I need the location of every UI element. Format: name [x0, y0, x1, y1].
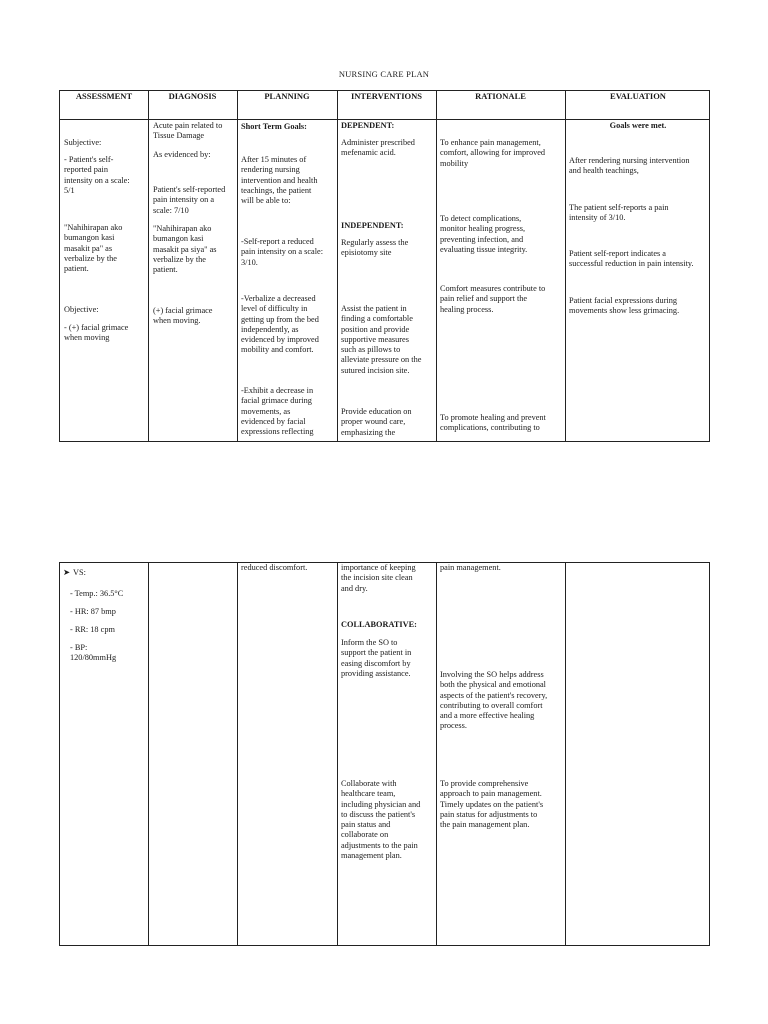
planning-goal-grimace: -Exhibit a decrease in facial grimace during movements, as evidenced by facial expressions reflecting [241, 386, 314, 437]
interventions-wound-education: Provide education on proper wound care, emphasizing the [341, 407, 412, 437]
planning-goal-pain-scale: -Self-report a reduced pain intensity on a scale: 3/10. [241, 237, 324, 267]
interventions-collaborate-team: Collaborate with healthcare team, including physician and to discuss the patient's pain status and collaborate on adjustments to the pain management plan. [341, 779, 421, 861]
diagnosis-self-report: Patient's self-reported pain intensity on a scale: 7/10 [153, 185, 226, 215]
assessment-vs-temp: - Temp.: 36.5°C [70, 589, 124, 598]
interventions-dependent-label: DEPENDENT: [341, 121, 395, 130]
interventions-continued: importance of keeping the incision site clean and dry. [341, 563, 416, 593]
interventions-independent-text: Regularly assess the episiotomy site [341, 238, 409, 258]
rationale-comfort-measures: Comfort measures contribute to pain relief and support the healing process. [440, 284, 546, 314]
interventions-dependent-text: Administer prescribed mefenamic acid. [341, 138, 415, 158]
assessment-patient-quote: "Nahihirapan ako bumangon kasi masakit pa" as verbalize by the patient. [64, 223, 123, 274]
header-assessment: ASSESSMENT [75, 91, 133, 101]
evaluation-after-rendering: After rendering nursing intervention and health teachings, [569, 156, 690, 176]
planning-continued: reduced discomfort. [241, 563, 308, 572]
header-diagnosis: DIAGNOSIS [168, 91, 217, 101]
assessment-objective-label: Objective: [64, 305, 99, 314]
diagnosis-evidenced-by: As evidenced by: [153, 150, 211, 159]
rationale-promote-healing: To promote healing and prevent complications, contributing to [440, 413, 546, 433]
evaluation-self-report: The patient self-reports a pain intensity of 3/10. [569, 203, 669, 223]
interventions-collaborative-label: COLLABORATIVE: [341, 620, 417, 629]
document-title: NURSING CARE PLAN [338, 69, 430, 79]
evaluation-goals-met: Goals were met. [609, 121, 667, 130]
rationale-comprehensive-approach: To provide comprehensive approach to pain management. Timely updates on the patient's pain status for adjustments to the pain management plan. [440, 779, 544, 830]
diagnosis-patient-quote: "Nahihirapan ako bumangon kasi masakit pa siya" as verbalize by the patient. [153, 224, 217, 275]
planning-goal-mobility: -Verbalize a decreased level of difficulty in getting up from the bed independently, as evidenced by improved mobility and comfort. [241, 294, 319, 355]
assessment-vs-label: VS: [73, 568, 86, 577]
rationale-pain-management: To enhance pain management, comfort, allowing for improved mobility [440, 138, 546, 168]
evaluation-pain-reduction: Patient self-report indicates a successful reduction in pain intensity. [569, 249, 694, 269]
evaluation-facial-expressions: Patient facial expressions during movements show less grimacing. [569, 296, 680, 316]
assessment-vs-rr: - RR: 18 cpm [70, 625, 115, 634]
interventions-inform-so: Inform the SO to support the patient in easing discomfort by providing assistance. [341, 638, 412, 678]
assessment-subjective-text: - Patient's self- reported pain intensity on a scale: 5/1 [64, 155, 130, 195]
header-evaluation: EVALUATION [610, 91, 666, 101]
interventions-assist-positioning: Assist the patient in finding a comfortable position and provide supportive measures such as pillows to alleviate pressure on the sutured incision site. [341, 304, 422, 375]
assessment-vs-bp: - BP: 120/80mmHg [70, 643, 117, 663]
rationale-continued: pain management. [440, 563, 501, 572]
assessment-objective-text: - (+) facial grimace when moving [64, 323, 129, 343]
assessment-vs-hr: - HR: 87 bmp [70, 607, 116, 616]
rationale-involving-so: Involving the SO helps address both the physical and emotional aspects of the patient's recovery, contributing to overall comfort and a more effective healing process. [440, 670, 548, 731]
diagnosis-facial-grimace: (+) facial grimace when moving. [153, 306, 213, 326]
care-plan-table-page-2 [59, 562, 710, 946]
planning-intro: After 15 minutes of rendering nursing intervention and health teachings, the patient will be able to: [241, 155, 318, 206]
assessment-subjective-label: Subjective: [64, 138, 102, 147]
vs-bullet-icon: ➤ [63, 568, 70, 577]
care-plan-table-page-1 [59, 90, 710, 442]
header-interventions: INTERVENTIONS [350, 91, 423, 101]
planning-short-term-goals-label: Short Term Goals: [241, 122, 307, 131]
header-rationale: RATIONALE [475, 91, 526, 101]
rationale-detect-complications: To detect complications, monitor healing progress, preventing infection, and evaluating tissue integrity. [440, 214, 528, 254]
interventions-independent-label: INDEPENDENT: [341, 221, 404, 230]
diagnosis-main: Acute pain related to Tissue Damage [153, 121, 223, 141]
header-planning: PLANNING [264, 91, 310, 101]
